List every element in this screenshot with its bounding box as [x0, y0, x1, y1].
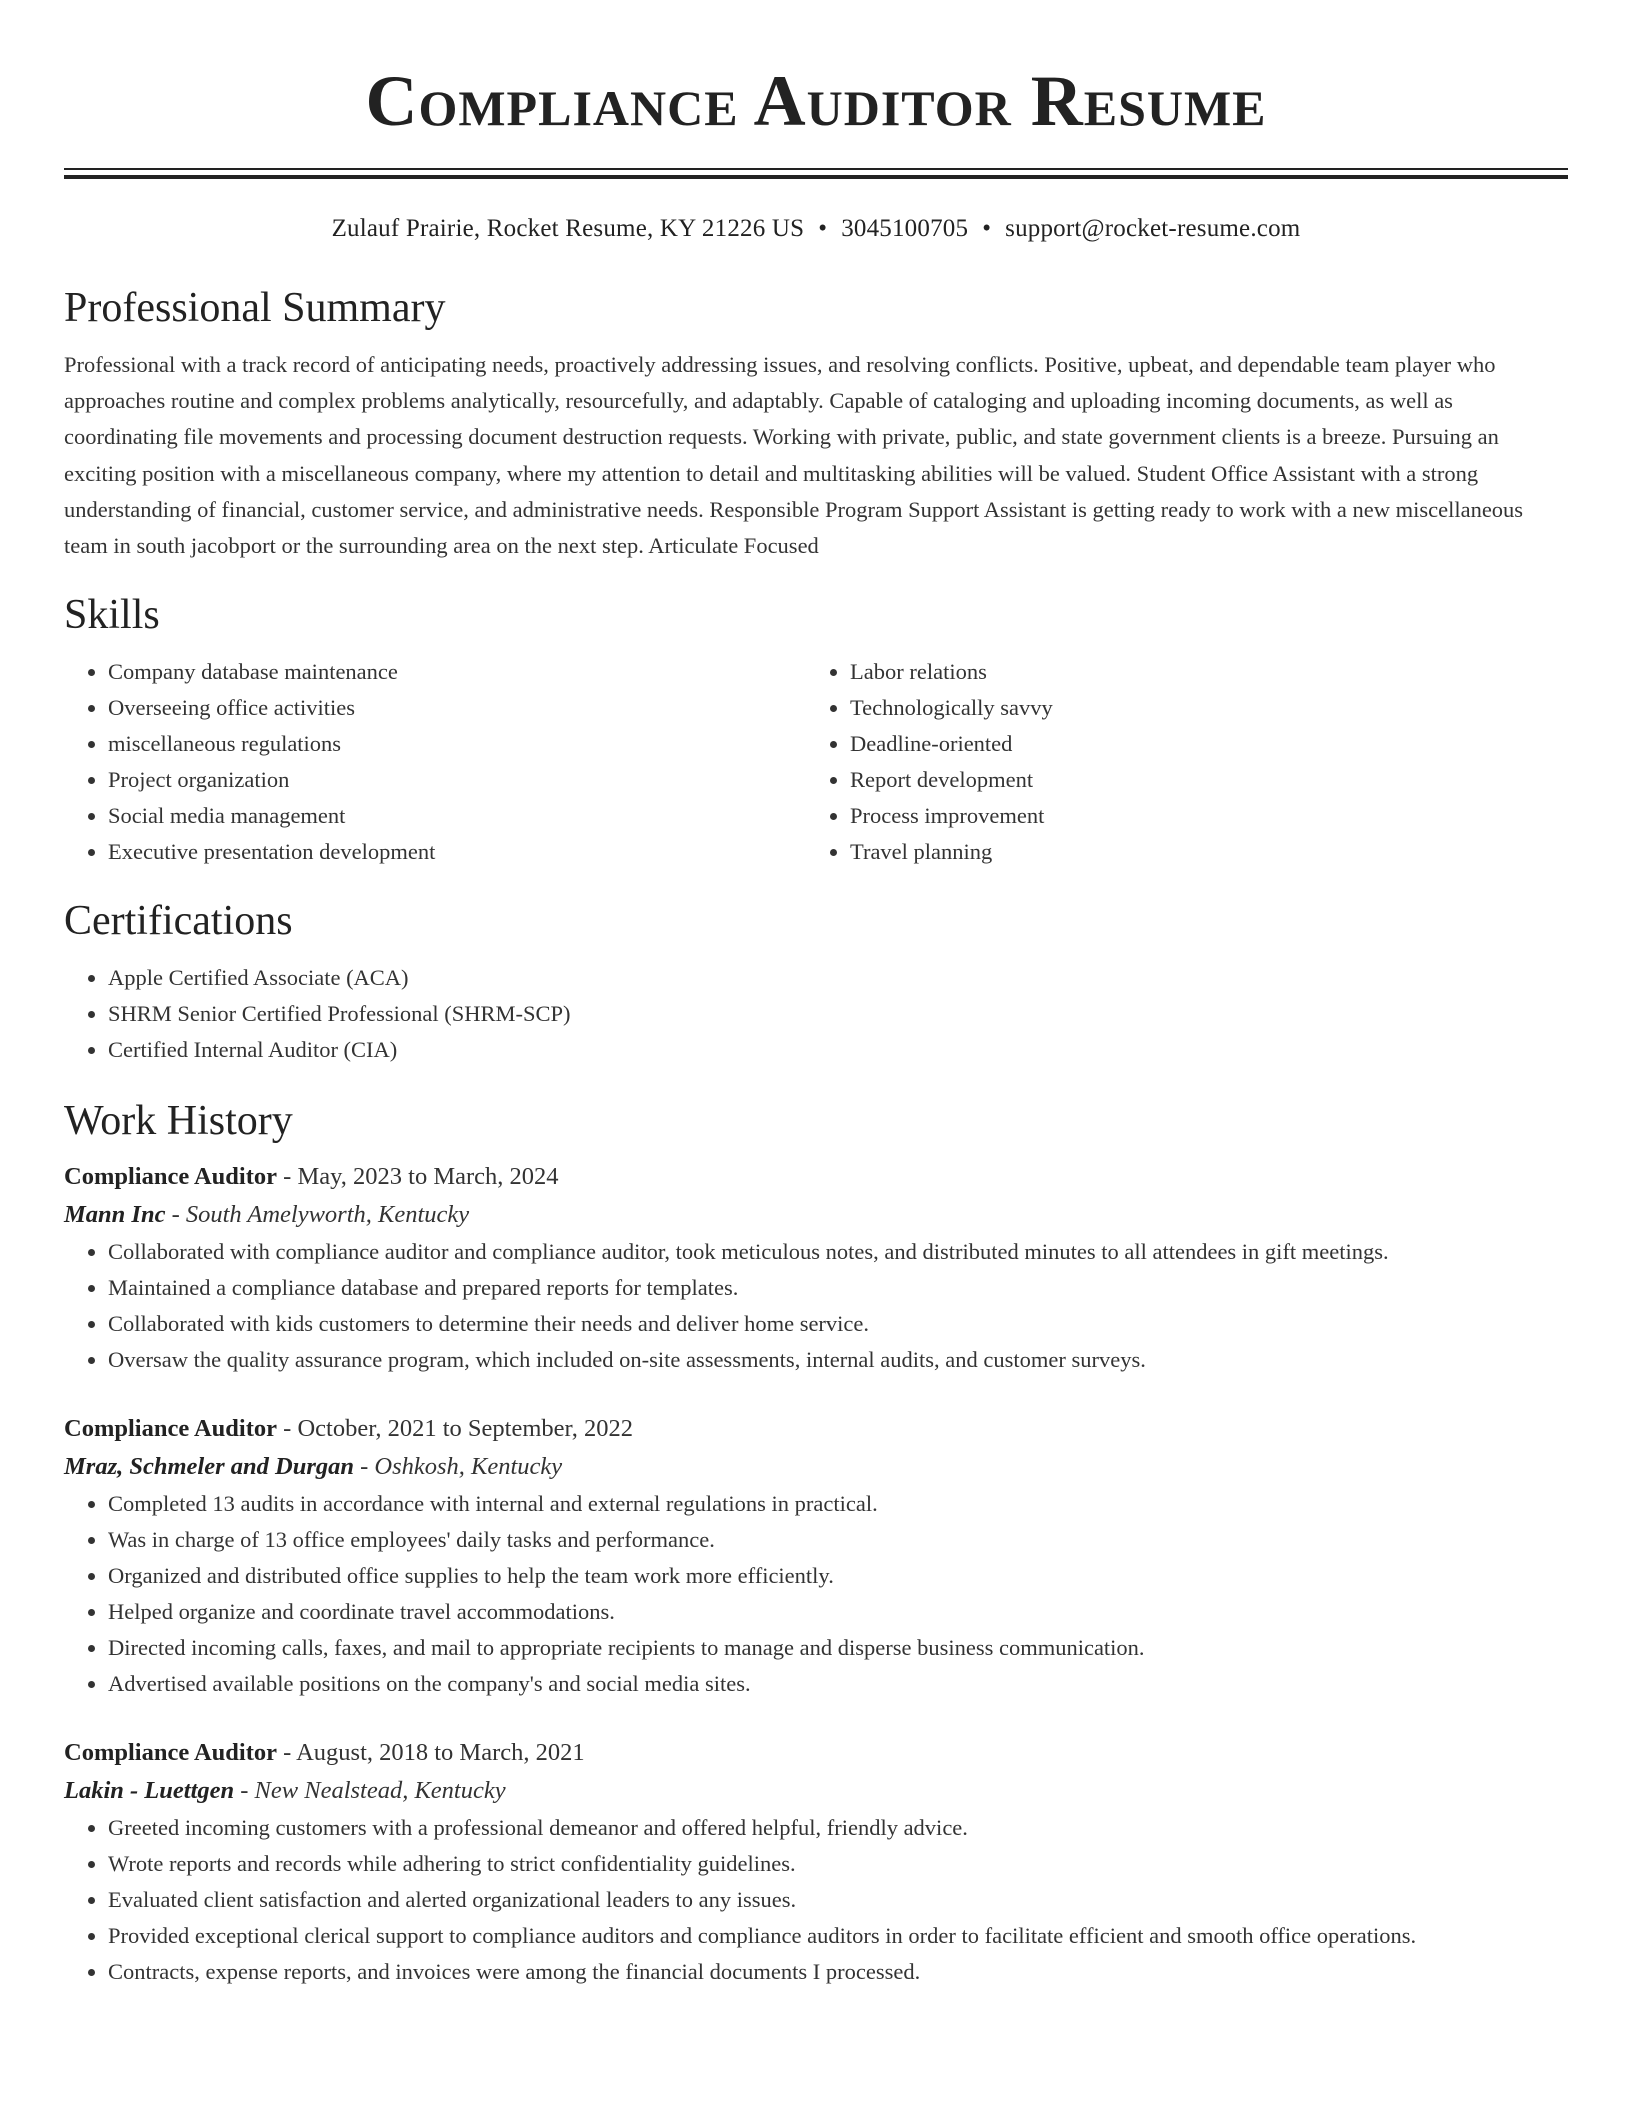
certification-item: • Apple Certified Associate (ACA) [108, 960, 1568, 996]
job-employer [64, 1196, 1568, 1234]
job-dates: - May, 2023 to March, 2024 [283, 1163, 559, 1191]
job-duty: • Helped organize and coordinate travel accommodations. [108, 1594, 1568, 1630]
resume-title: Compliance Auditor Resume [365, 61, 1267, 141]
certification-item: • Certified Internal Auditor (CIA) [108, 1032, 1568, 1068]
job-title: Compliance Auditor [64, 1415, 278, 1443]
skill-item: • Social media management [108, 798, 806, 834]
skill-item: • Project organization [108, 762, 806, 798]
skill-item: • Travel planning [850, 834, 1548, 870]
job-header [64, 1158, 1568, 1196]
job-entry [64, 1158, 1568, 1378]
contact-separator: • [982, 215, 992, 242]
skill-item: • Process improvement [850, 798, 1548, 834]
job-duty: • Maintained a compliance database and prepared reports for templates. [108, 1270, 1568, 1306]
job-duty: • Completed 13 audits in accordance with internal and external regulations in practical. [108, 1486, 1568, 1522]
contact-address: Zulauf Prairie, Rocket Resume, KY 21226 US [331, 215, 805, 242]
job-duty: • Evaluated client satisfaction and alerted organizational leaders to any issues. [108, 1882, 1568, 1918]
summary-heading: Professional Summary [64, 285, 446, 331]
job-duty: • Directed incoming calls, faxes, and mail to appropriate recipients to manage and disperse business communication. [108, 1630, 1568, 1666]
skills-heading: Skills [64, 592, 160, 639]
skill-item: • Labor relations [850, 654, 1548, 690]
skill-item: • Technologically savvy [850, 690, 1548, 726]
skill-item: • Report development [850, 762, 1548, 798]
job-duty: • Greeted incoming customers with a professional demeanor and offered helpful, friendly advice. [108, 1810, 1568, 1846]
job-title: Compliance Auditor [64, 1739, 278, 1767]
job-dates: - October, 2021 to September, 2022 [283, 1415, 633, 1443]
skills-list [64, 654, 1568, 870]
job-duties [64, 1810, 1568, 1990]
job-dates: - August, 2018 to March, 2021 [283, 1739, 585, 1767]
certification-item: • SHRM Senior Certified Professional (SHRM-SCP) [108, 996, 1568, 1032]
title-divider-thin [64, 168, 1568, 170]
skill-item: • Overseeing office activities [108, 690, 806, 726]
skill-item: • Company database maintenance [108, 654, 806, 690]
job-duty: • Advertised available positions on the company's and social media sites. [108, 1666, 1568, 1702]
job-title: Compliance Auditor [64, 1163, 278, 1191]
title-divider-thick [64, 175, 1568, 179]
certifications-list [64, 960, 1568, 1068]
contact-separator: • [818, 215, 828, 242]
job-header [64, 1734, 1568, 1772]
job-duties [64, 1234, 1568, 1378]
job-duty: • Collaborated with compliance auditor and compliance auditor, took meticulous notes, and distributed minutes to all attendees in gift meetings. [108, 1234, 1568, 1270]
job-header [64, 1410, 1568, 1448]
job-duty: • Wrote reports and records while adhering to strict confidentiality guidelines. [108, 1846, 1568, 1882]
job-company: Mann Inc [64, 1201, 166, 1229]
work-history-heading: Work History [64, 1098, 293, 1145]
job-employer [64, 1448, 1568, 1486]
job-employer [64, 1772, 1568, 1810]
job-company: Mraz, Schmeler and Durgan [64, 1453, 354, 1481]
job-duty: • Provided exceptional clerical support to compliance auditors and compliance auditors in order to facilitate efficient and smooth office operations. [108, 1918, 1568, 1954]
contact-phone: 3045100705 [841, 215, 969, 242]
job-duty: • Collaborated with kids customers to determine their needs and deliver home service. [108, 1306, 1568, 1342]
skill-item: • Executive presentation development [108, 834, 806, 870]
job-company: Lakin - Luettgen [64, 1777, 235, 1805]
job-duty: • Oversaw the quality assurance program, which included on-site assessments, internal audits, and customer surveys. [108, 1342, 1568, 1378]
contact-email: support@rocket-resume.com [1005, 215, 1301, 242]
job-location: - South Amelyworth, Kentucky [171, 1201, 470, 1229]
job-location: - Oshkosh, Kentucky [360, 1453, 563, 1481]
skills-column-right [806, 654, 1548, 870]
job-duty: • Organized and distributed office supplies to help the team work more efficiently. [108, 1558, 1568, 1594]
certifications-heading: Certifications [64, 898, 293, 945]
contact-line [64, 213, 1568, 245]
job-duty: • Was in charge of 13 office employees' daily tasks and performance. [108, 1522, 1568, 1558]
skill-item: • miscellaneous regulations [108, 726, 806, 762]
job-entry [64, 1734, 1568, 1990]
job-location: - New Nealstead, Kentucky [240, 1777, 506, 1805]
job-duties [64, 1486, 1568, 1702]
skill-item: • Deadline-oriented [850, 726, 1548, 762]
job-entry [64, 1410, 1568, 1702]
skills-column-left [64, 654, 806, 870]
job-duty: • Contracts, expense reports, and invoices were among the financial documents I processed. [108, 1954, 1568, 1990]
summary-text: Professional with a track record of anticipating needs, proactively addressing issues, and resolving conflicts. Positive, upbeat, and dependable team player who approaches routine and complex problems analytically, resourcefully, and adaptably. Capable of cataloging and uploading incoming documents, as well as coordinating file movements and processing document destruction requests. Working with private, public, and state government clients is a breeze. Pursuing an exciting position with a miscellaneous company, where my attention to detail and multitasking abilities will be valued. Student Office Assistant with a strong understanding of financial, customer service, and administrative needs. Responsible Program Support Assistant is getting ready to work with a new miscellaneous team in south jacobport or the surrounding area on the next step. Articulate Focused [64, 352, 1524, 559]
